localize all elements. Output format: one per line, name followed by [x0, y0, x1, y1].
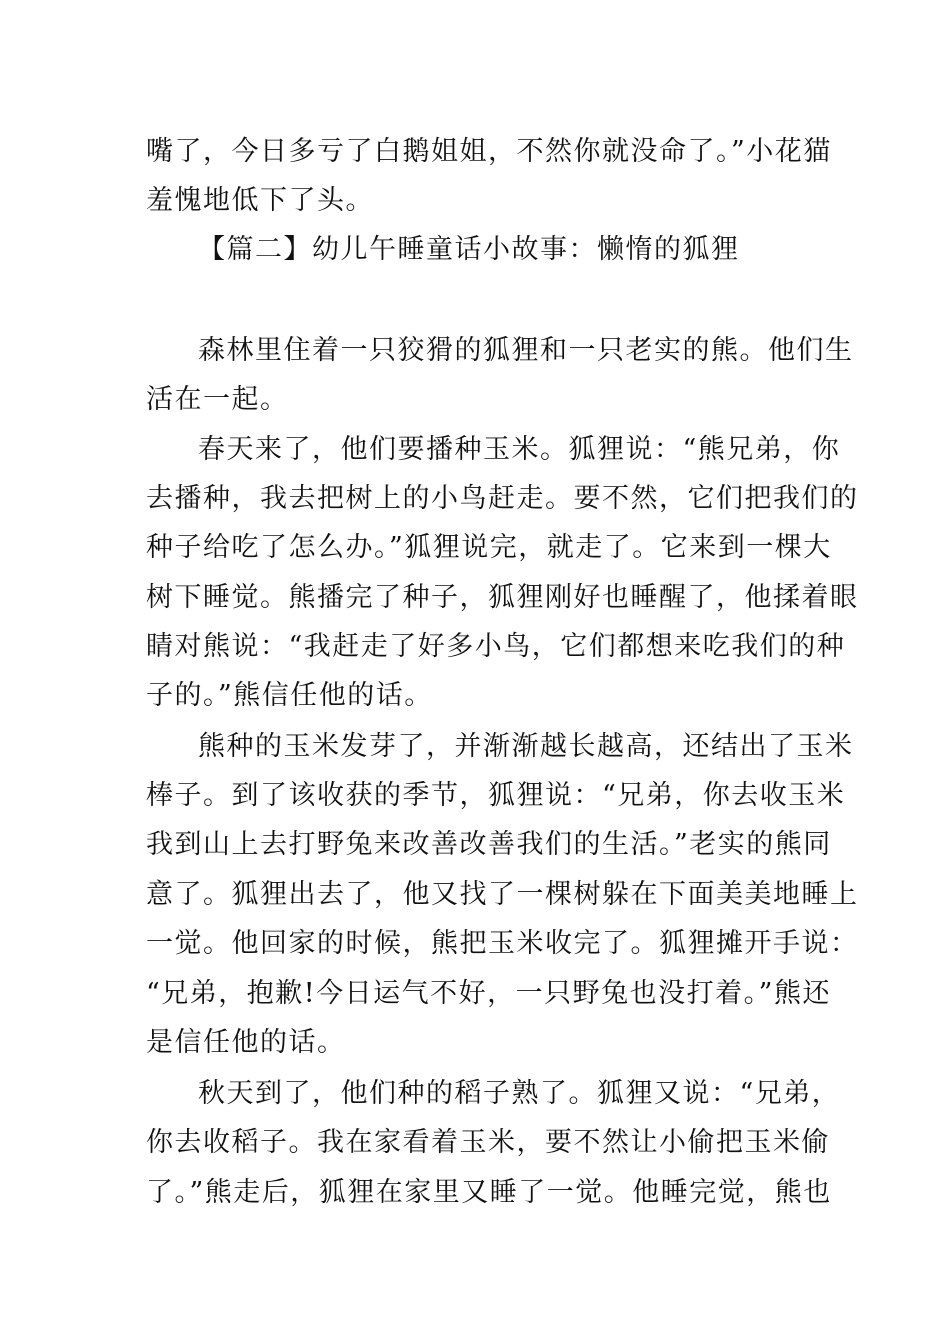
text-line: “兄弟，抱歉!今日运气不好，一只野兔也没打着。”熊还 [146, 978, 831, 1009]
text-line: 熊种的玉米发芽了，并渐渐越长越高，还结出了玉米 [198, 731, 854, 762]
text-line: 棒子。到了该收获的季节，狐狸说：“兄弟，你去收玉米 [146, 780, 846, 811]
text-line: 去播种，我去把树上的小鸟赶走。要不然，它们把我们的 [146, 483, 859, 514]
text-line: 你去收稻子。我在家看着玉米，要不然让小偷把玉米偷 [146, 1127, 830, 1158]
text-line: 羞愧地低下了头。 [146, 185, 374, 216]
text-line: 子的。”熊信任他的话。 [146, 680, 433, 711]
text-line: 是信任他的话。 [146, 1027, 346, 1058]
text-line: 睛对熊说：“我赶走了好多小鸟，它们都想来吃我们的种 [146, 631, 846, 662]
text-line: 了。”熊走后，狐狸在家里又睡了一觉。他睡完觉，熊也 [146, 1177, 832, 1208]
text-line: 森林里住着一只狡猾的狐狸和一只老实的熊。他们生 [198, 335, 854, 366]
text-line: 树下睡觉。熊播完了种子，狐狸刚好也睡醒了，他揉着眼 [146, 582, 859, 613]
text-line: 种子给吃了怎么办。”狐狸说完，就走了。它来到一棵大 [146, 532, 832, 563]
section-heading: 【篇二】幼儿午睡童话小故事：懒惰的狐狸 [198, 234, 740, 265]
text-line: 活在一起。 [146, 384, 289, 415]
text-line: 嘴了，今日多亏了白鹅姐姐，不然你就没命了。”小花猫 [146, 136, 832, 167]
text-line: 一觉。他回家的时候，熊把玉米收完了。狐狸摊开手说： [146, 928, 859, 959]
text-line: 意了。狐狸出去了，他又找了一棵树躲在下面美美地睡上 [146, 879, 859, 910]
text-line: 我到山上去打野兔来改善改善我们的生活。”老实的熊同 [146, 829, 832, 860]
text-line: 秋天到了，他们种的稻子熟了。狐狸又说：“兄弟， [198, 1078, 841, 1109]
text-line: 春天来了，他们要播种玉米。狐狸说：“熊兄弟，你 [198, 434, 841, 465]
